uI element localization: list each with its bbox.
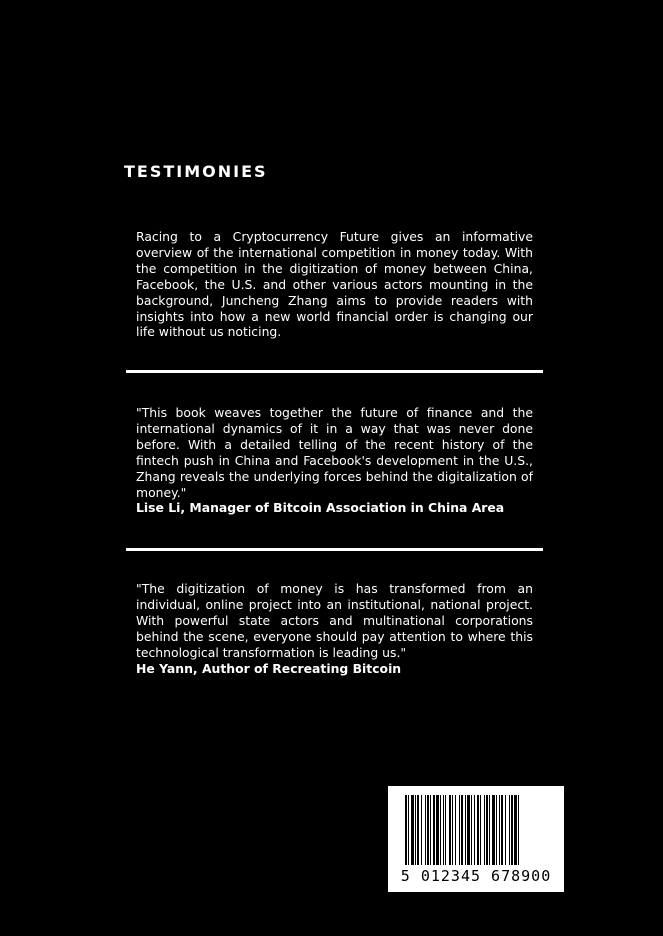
barcode-bar xyxy=(501,795,503,865)
barcode-bar xyxy=(467,795,470,865)
barcode-bar xyxy=(449,795,451,865)
barcode-bar xyxy=(405,795,407,865)
barcode-bar xyxy=(489,795,490,865)
barcode-bar xyxy=(509,795,510,865)
barcode-digits: 5 012345 678900 xyxy=(400,867,552,885)
testimonial-2 xyxy=(136,581,533,676)
barcode-bar xyxy=(440,795,441,865)
barcode-bar xyxy=(415,795,416,865)
barcode-bar xyxy=(421,795,422,865)
divider-rule xyxy=(126,370,543,373)
barcode-bar xyxy=(417,795,419,865)
barcode-bar xyxy=(443,795,444,865)
barcode-bar xyxy=(433,795,435,865)
barcode-bar xyxy=(518,795,519,865)
testimonial-quote: "This book weaves together the future of finance and the international dynamics of it in a way that was never done before. With a detailed telling of the recent history of the fintech push in China and Facebook's development in the U.S., Zhang reveals the underlying forces behind the digitalization of money." xyxy=(136,405,533,500)
barcode-bar xyxy=(486,795,488,865)
barcode-bar xyxy=(427,795,429,865)
testimonial-attribution: He Yann, Author of Recreating Bitcoin xyxy=(136,660,402,676)
barcode-bar xyxy=(499,795,500,865)
barcode-bar xyxy=(471,795,472,865)
barcode-bar xyxy=(461,795,463,865)
barcode-bar xyxy=(496,795,497,865)
testimonial-1 xyxy=(136,405,533,516)
barcode-bar xyxy=(474,795,475,865)
barcode-bar xyxy=(459,795,460,865)
barcode-bar xyxy=(411,795,414,865)
barcode-bar xyxy=(477,795,479,865)
barcode-bar xyxy=(436,795,439,865)
barcode-bar xyxy=(511,795,513,865)
barcode-bar xyxy=(514,795,517,865)
barcode-bar xyxy=(455,795,456,865)
testimonial-quote: "The digitization of money is has transformed from an individual, online project into an institutional, national project. With powerful state actors and multinational corporations behind the scene, everyone should pay attention to where this technological transformation is leading us." xyxy=(136,581,533,660)
barcode-bar xyxy=(465,795,466,865)
barcode-bar xyxy=(408,795,409,865)
testimonial-attribution: Lise Li, Manager of Bitcoin Association in China Area xyxy=(136,500,505,516)
barcode-bar xyxy=(480,795,481,865)
page-title: TESTIMONIES xyxy=(124,162,268,181)
barcode-bar xyxy=(505,795,506,865)
barcode-bar xyxy=(492,795,495,865)
barcode-bar xyxy=(484,795,485,865)
divider-rule xyxy=(126,548,543,551)
book-summary xyxy=(136,229,533,340)
barcode-bar xyxy=(430,795,431,865)
barcode-bar xyxy=(452,795,453,865)
barcode-bar xyxy=(425,795,426,865)
barcode-bar xyxy=(445,795,446,865)
barcode xyxy=(388,786,564,892)
summary-text: Racing to a Cryptocurrency Future gives an informative overview of the international competition in money today. With the competition in the digitization of money between China, Facebook, the U.S. and other various actors mounting in the background, Juncheng Zhang aims to provide readers with insights into how a new world financial order is changing our life without us noticing. xyxy=(136,229,533,340)
